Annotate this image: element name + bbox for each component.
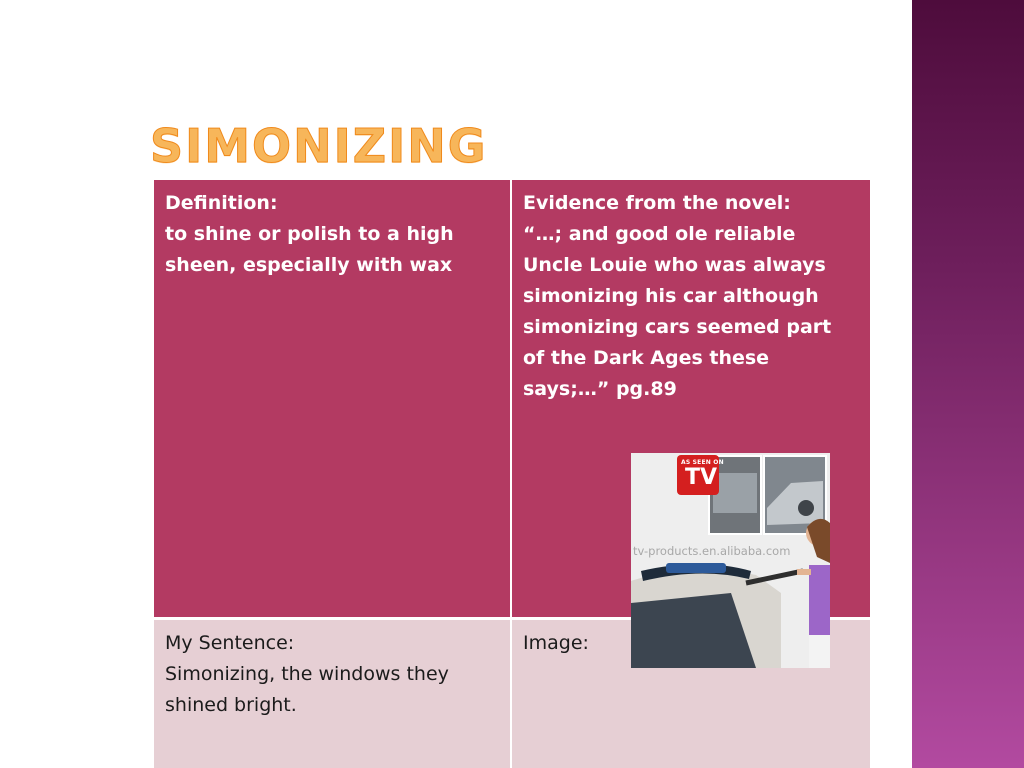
slide-title: SIMONIZING [150, 119, 488, 173]
evidence-quote: “…; and good ole reliable Uncle Louie who was always simonizing his car although simonizing cars seemed part of the Dark Ages these says;…” pg.89 [523, 223, 832, 400]
evidence-heading: Evidence from the novel: [523, 192, 791, 214]
sentence-cell [154, 620, 510, 768]
sentence-heading: My Sentence: [165, 632, 295, 654]
decorative-side-bar [912, 0, 1024, 768]
definition-heading: Definition: [165, 192, 278, 214]
image-heading: Image: [523, 632, 589, 654]
definition-cell [154, 180, 510, 617]
photo-watermark: tv-products.en.alibaba.com [633, 544, 791, 558]
car-wash-product-photo [631, 453, 830, 668]
definition-text: to shine or polish to a high sheen, especially with wax [165, 223, 454, 276]
sentence-text: Simonizing, the windows they shined bright. [165, 663, 449, 716]
badge-tv-logo: TV [685, 465, 718, 490]
photo-illustration [631, 453, 830, 668]
badge-caption: AS SEEN ON [681, 459, 724, 466]
